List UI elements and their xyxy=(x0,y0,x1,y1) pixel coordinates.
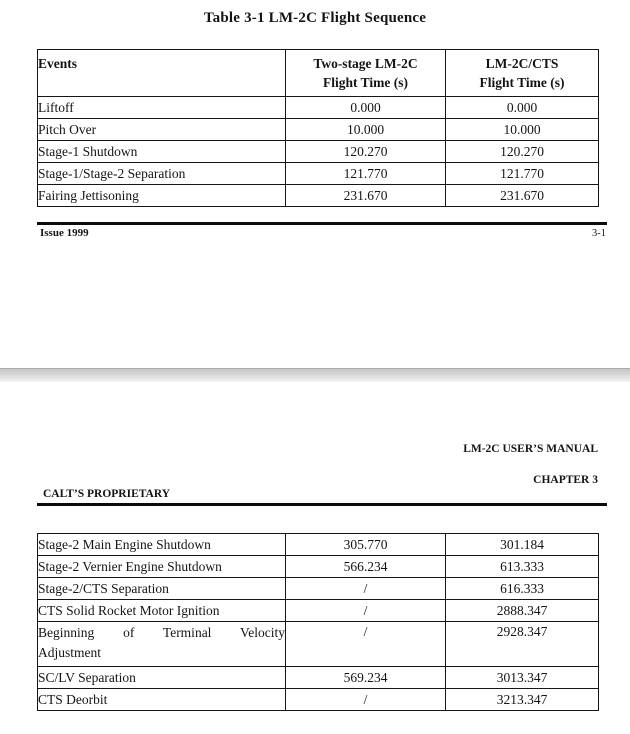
cts-flight-time-cell: 3213.347 xyxy=(446,689,599,711)
two-stage-flight-time-cell: 231.670 xyxy=(286,185,446,207)
event-name-cell xyxy=(38,689,286,711)
table-row xyxy=(38,119,599,141)
table-row xyxy=(38,600,599,622)
cts-flight-time-cell: 2928.347 xyxy=(446,622,599,667)
table-row xyxy=(38,689,599,711)
table-row xyxy=(38,667,599,689)
column-header-line: LM-2C/CTS xyxy=(485,56,559,71)
table-row xyxy=(38,556,599,578)
column-header-flight-time xyxy=(286,50,446,97)
event-name-cell xyxy=(38,534,286,556)
event-name-cell xyxy=(38,141,286,163)
table-header-row xyxy=(38,50,599,97)
header-row xyxy=(38,50,599,97)
table-row xyxy=(38,185,599,207)
event-name-cell xyxy=(38,163,286,185)
event-name-cell xyxy=(38,185,286,207)
event-name-line: CTS Solid Rocket Motor Ignition xyxy=(38,602,220,618)
table-row xyxy=(38,622,599,667)
flight-sequence-table-page1 xyxy=(37,49,599,207)
issue-label: Issue 1999 xyxy=(40,227,89,239)
page-gap-separator xyxy=(0,368,630,382)
table-row xyxy=(38,97,599,119)
table-row xyxy=(38,578,599,600)
event-name-line: Stage-2/CTS Separation xyxy=(38,580,169,596)
event-name-cell xyxy=(38,667,286,689)
two-stage-flight-time-cell: / xyxy=(286,622,446,667)
footer-rule xyxy=(37,222,607,225)
cts-flight-time-cell: 121.770 xyxy=(446,163,599,185)
column-header-line: Events xyxy=(38,56,78,71)
cts-flight-time-cell: 301.184 xyxy=(446,534,599,556)
two-stage-flight-time-cell: 566.234 xyxy=(286,556,446,578)
event-name-cell xyxy=(38,600,286,622)
event-name-line: SC/LV Separation xyxy=(38,669,136,685)
event-name-line: Beginning of Terminal Velocity xyxy=(38,625,285,640)
two-stage-flight-time-cell: 10.000 xyxy=(286,119,446,141)
two-stage-flight-time-cell: 0.000 xyxy=(286,97,446,119)
flight-sequence-table-page2 xyxy=(37,533,599,711)
event-name-line: CTS Deorbit xyxy=(38,691,108,707)
event-name-cell xyxy=(38,119,286,141)
cts-flight-time-cell: 616.333 xyxy=(446,578,599,600)
cts-flight-time-cell: 231.670 xyxy=(446,185,599,207)
cts-flight-time-cell: 613.333 xyxy=(446,556,599,578)
cts-flight-time-cell: 0.000 xyxy=(446,97,599,119)
column-header-flight-time xyxy=(446,50,599,97)
event-name-cell xyxy=(38,97,286,119)
event-name-cell xyxy=(38,578,286,600)
table-row xyxy=(38,141,599,163)
two-stage-flight-time-cell: 121.770 xyxy=(286,163,446,185)
event-name-line: Liftoff xyxy=(38,99,74,115)
table-body-page2 xyxy=(38,534,599,711)
column-header-line: Two-stage LM-2C xyxy=(313,56,418,71)
header-rule xyxy=(37,503,607,506)
table-body-page1 xyxy=(38,97,599,207)
cts-flight-time-cell: 2888.347 xyxy=(446,600,599,622)
column-header-line: Flight Time (s) xyxy=(479,75,565,90)
two-stage-flight-time-cell: 120.270 xyxy=(286,141,446,163)
table-title: Table 3-1 LM-2C Flight Sequence xyxy=(203,10,427,26)
event-name-line: Stage-1 Shutdown xyxy=(38,143,138,159)
two-stage-flight-time-cell: 305.770 xyxy=(286,534,446,556)
chapter-label: CHAPTER 3 xyxy=(533,474,598,486)
event-name-cell xyxy=(38,556,286,578)
table-row xyxy=(38,534,599,556)
event-name-line: Stage-2 Vernier Engine Shutdown xyxy=(38,558,222,574)
event-name-line: Adjustment xyxy=(38,645,101,660)
page-number: 3-1 xyxy=(592,228,606,239)
table-row xyxy=(38,163,599,185)
two-stage-flight-time-cell: / xyxy=(286,578,446,600)
cts-flight-time-cell: 3013.347 xyxy=(446,667,599,689)
cts-flight-time-cell: 10.000 xyxy=(446,119,599,141)
cts-flight-time-cell: 120.270 xyxy=(446,141,599,163)
proprietary-label: CALT’S PROPRIETARY xyxy=(43,488,171,500)
manual-title: LM-2C USER’S MANUAL xyxy=(463,443,598,455)
event-name-line: Stage-2 Main Engine Shutdown xyxy=(38,536,211,552)
event-name-cell xyxy=(38,622,286,667)
column-header-line: Flight Time (s) xyxy=(322,75,408,90)
column-header-events xyxy=(38,50,286,97)
event-name-line: Stage-1/Stage-2 Separation xyxy=(38,165,186,181)
event-name-line: Pitch Over xyxy=(38,121,97,137)
two-stage-flight-time-cell: 569.234 xyxy=(286,667,446,689)
two-stage-flight-time-cell: / xyxy=(286,689,446,711)
two-stage-flight-time-cell: / xyxy=(286,600,446,622)
event-name-line: Fairing Jettisoning xyxy=(38,187,139,203)
